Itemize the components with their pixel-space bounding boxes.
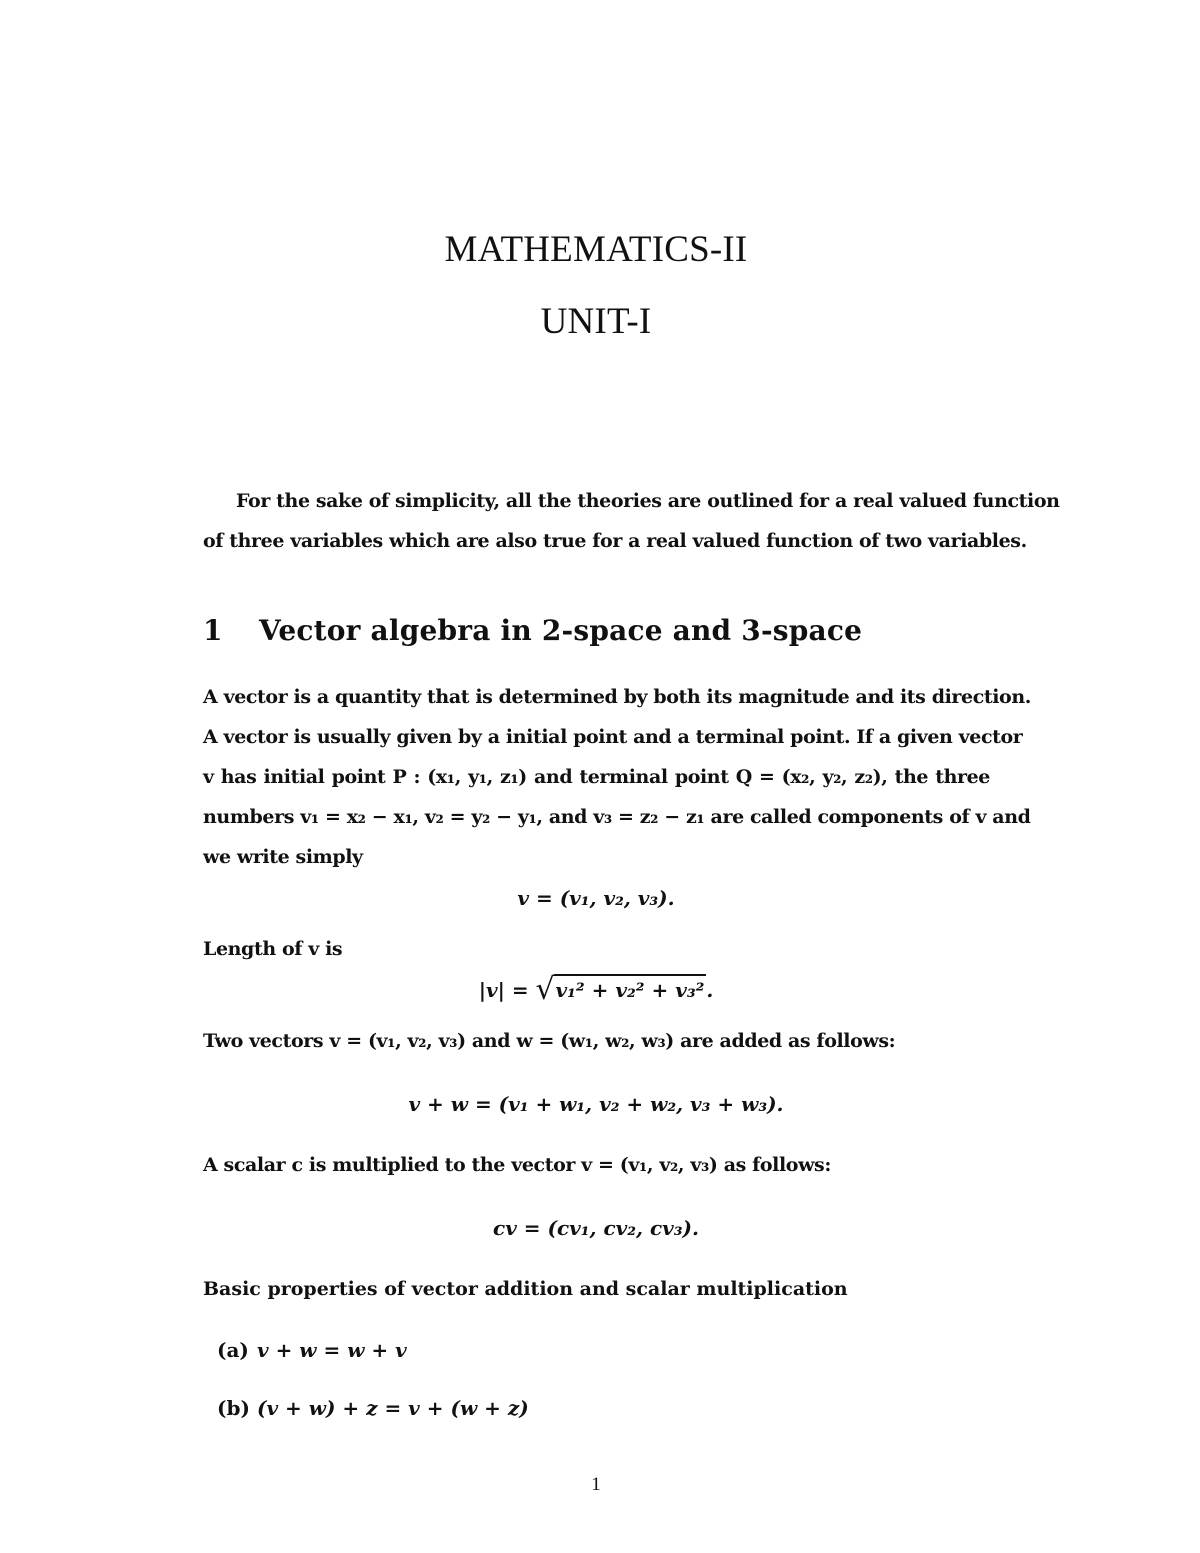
document-title: MATHEMATICS-II	[444, 229, 748, 270]
intro-line-1: For the sake of simplicity, all the theories are outlined for a real valued function	[236, 490, 1060, 512]
intro-line-2: of three variables which are also true for a real valued function of two variables.	[203, 530, 1027, 552]
unit-title: UNIT-I	[540, 301, 652, 342]
square-root: √ v₁² + v₂² + v₃²	[535, 972, 705, 1007]
equation-scalar: cv = (cv₁, cv₂, cv₃).	[493, 1216, 699, 1240]
section-number: 1	[203, 614, 223, 647]
paragraph-line-4: numbers v₁ = x₂ − x₁, v₂ = y₂ − y₁, and v₃ = z₂ − z₁ are called components of v and	[203, 806, 1031, 828]
paragraph-line-1: A vector is a quantity that is determined by both its magnitude and its direction.	[203, 686, 1031, 708]
equation-length: |v| = √ v₁² + v₂² + v₃² .	[478, 972, 714, 1007]
equation-components: v = (v₁, v₂, v₃).	[517, 886, 675, 910]
property-item-b: (b) (v + w) + z = v + (w + z)	[217, 1396, 529, 1420]
paragraph-line-3: v has initial point P : (x₁, y₁, z₁) and terminal point Q = (x₂, y₂, z₂), the three	[203, 766, 990, 788]
length-text: Length of v is	[203, 938, 343, 960]
section-heading	[203, 614, 862, 647]
page-number: 1	[591, 1474, 601, 1495]
property-item-a: (a) v + w = w + v	[217, 1338, 407, 1362]
scalar-text: A scalar c is multiplied to the vector v = (v₁, v₂, v₃) as follows:	[203, 1154, 831, 1176]
section-title: Vector algebra in 2-space and 3-space	[259, 614, 863, 647]
equation-addition: v + w = (v₁ + w₁, v₂ + w₂, v₃ + w₃).	[408, 1092, 784, 1116]
keyword-vector: vector	[223, 686, 288, 708]
paragraph-line-2: A vector is usually given by a initial point and a terminal point. If a given vector	[203, 726, 1023, 748]
paragraph-line-5: we write simply	[203, 846, 363, 868]
addition-text: Two vectors v = (v₁, v₂, v₃) and w = (w₁, w₂, w₃) are added as follows:	[203, 1030, 896, 1052]
properties-heading: Basic properties of vector addition and scalar multiplication	[203, 1278, 848, 1300]
